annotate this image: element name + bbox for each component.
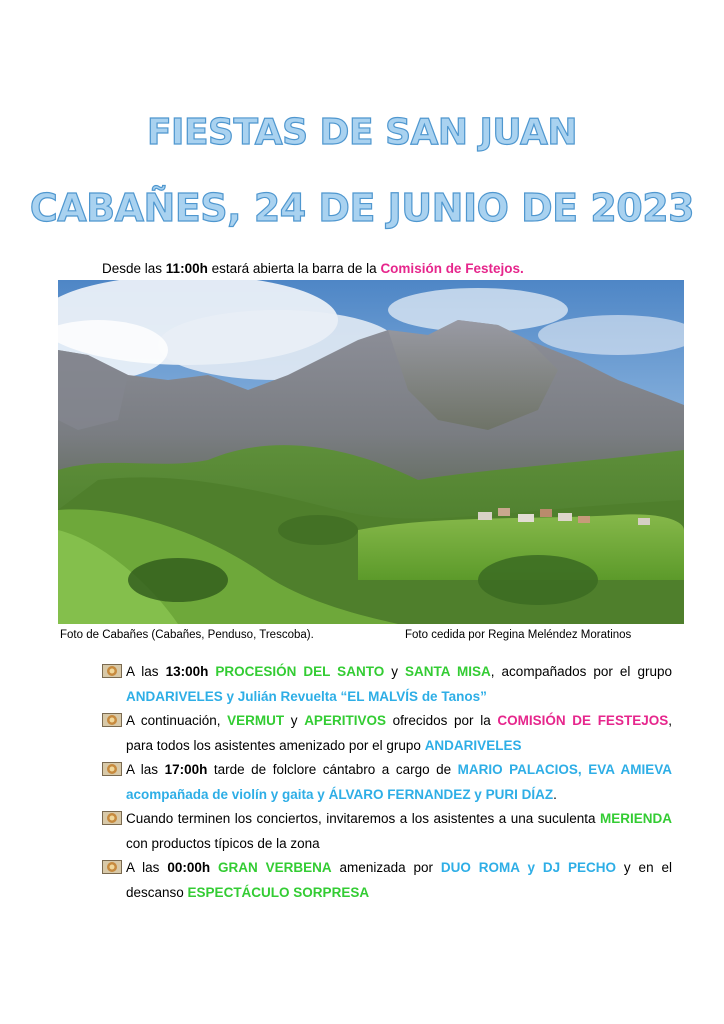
event-1-act1: PROCESIÓN DEL SANTO [215,664,385,679]
event-5-p2 [210,860,218,875]
event-item [102,807,672,856]
event-2-p4: , para todos los asistentes amenizado por el grupo [126,713,672,753]
event-3-p1: A las [126,762,165,777]
intro-mid: estará abierta la barra de la [207,261,381,276]
photo-caption-right: Foto cedida por Regina Meléndez Moratinos [405,629,632,641]
event-1-time: 13:00h [165,664,209,679]
event-3-p2: tarde de folclore cántabro a cargo de [207,762,458,777]
event-2-p3: ofrecidos por la [385,713,498,728]
event-item [102,758,672,807]
event-1-p3: y [384,664,405,679]
title-line-2: CABAÑES, 24 DE JUNIO DE 2023 [29,186,695,230]
event-5-p1: A las [126,860,168,875]
event-4-p2: con productos típicos de la zona [126,835,320,851]
intro-organizer: Comisión de Festejos. [380,261,524,276]
event-5-act1: GRAN VERBENA [218,860,332,875]
bullet-picture-icon [102,664,122,678]
event-4-act1: MERIENDA [599,811,672,826]
event-item [102,856,672,905]
bullet-picture-icon [102,713,122,727]
photo-caption-left: Foto de Cabañes (Cabañes, Penduso, Trescoba). [60,629,314,641]
intro-time: 11:00h [165,261,208,276]
event-1-group: ANDARIVELES y Julián Revuelta “EL MALVÍS de Tanos” [126,688,487,704]
intro-text [102,261,524,276]
title-line-1: FIESTAS DE SAN JUAN [146,112,578,153]
event-5-p3: amenizada por [331,860,441,875]
event-2-act2: APERITIVOS [304,713,386,728]
bullet-picture-icon [102,762,122,776]
event-1-p1: A las [126,664,166,679]
event-2-group: ANDARIVELES [424,737,522,753]
bullet-picture-icon [102,811,122,825]
event-item [102,709,672,758]
event-item [102,660,672,709]
event-1-act2: SANTA MISA [405,664,491,679]
event-5-p4: y en el descanso [126,860,672,900]
event-2-p2: y [284,713,305,728]
landscape-photo [58,280,684,624]
bullet-picture-icon [102,860,122,874]
intro-pre: Desde las [102,261,166,276]
event-5-act2: ESPECTÁCULO SORPRESA [187,884,370,900]
event-5-time: 00:00h [167,860,211,875]
event-list [102,660,672,905]
event-2-organizer: COMISIÓN DE FESTEJOS [497,713,669,728]
event-2-act1: VERMUT [227,713,285,728]
event-5-group: DUO ROMA y DJ PECHO [440,860,617,875]
event-3-time: 17:00h [164,762,208,777]
event-3-group: MARIO PALACIOS, EVA AMIEVA acompañada de violín y gaita y ÁLVARO FERNANDEZ y PURI DÍAZ [126,762,672,802]
event-3-p3: . [553,786,557,802]
event-1-p4: , acompañados por el grupo [490,664,672,679]
event-2-p1: A continuación, [126,713,228,728]
event-4-p1: Cuando terminen los conciertos, invitaremos a los asistentes a una suculenta [126,811,600,826]
